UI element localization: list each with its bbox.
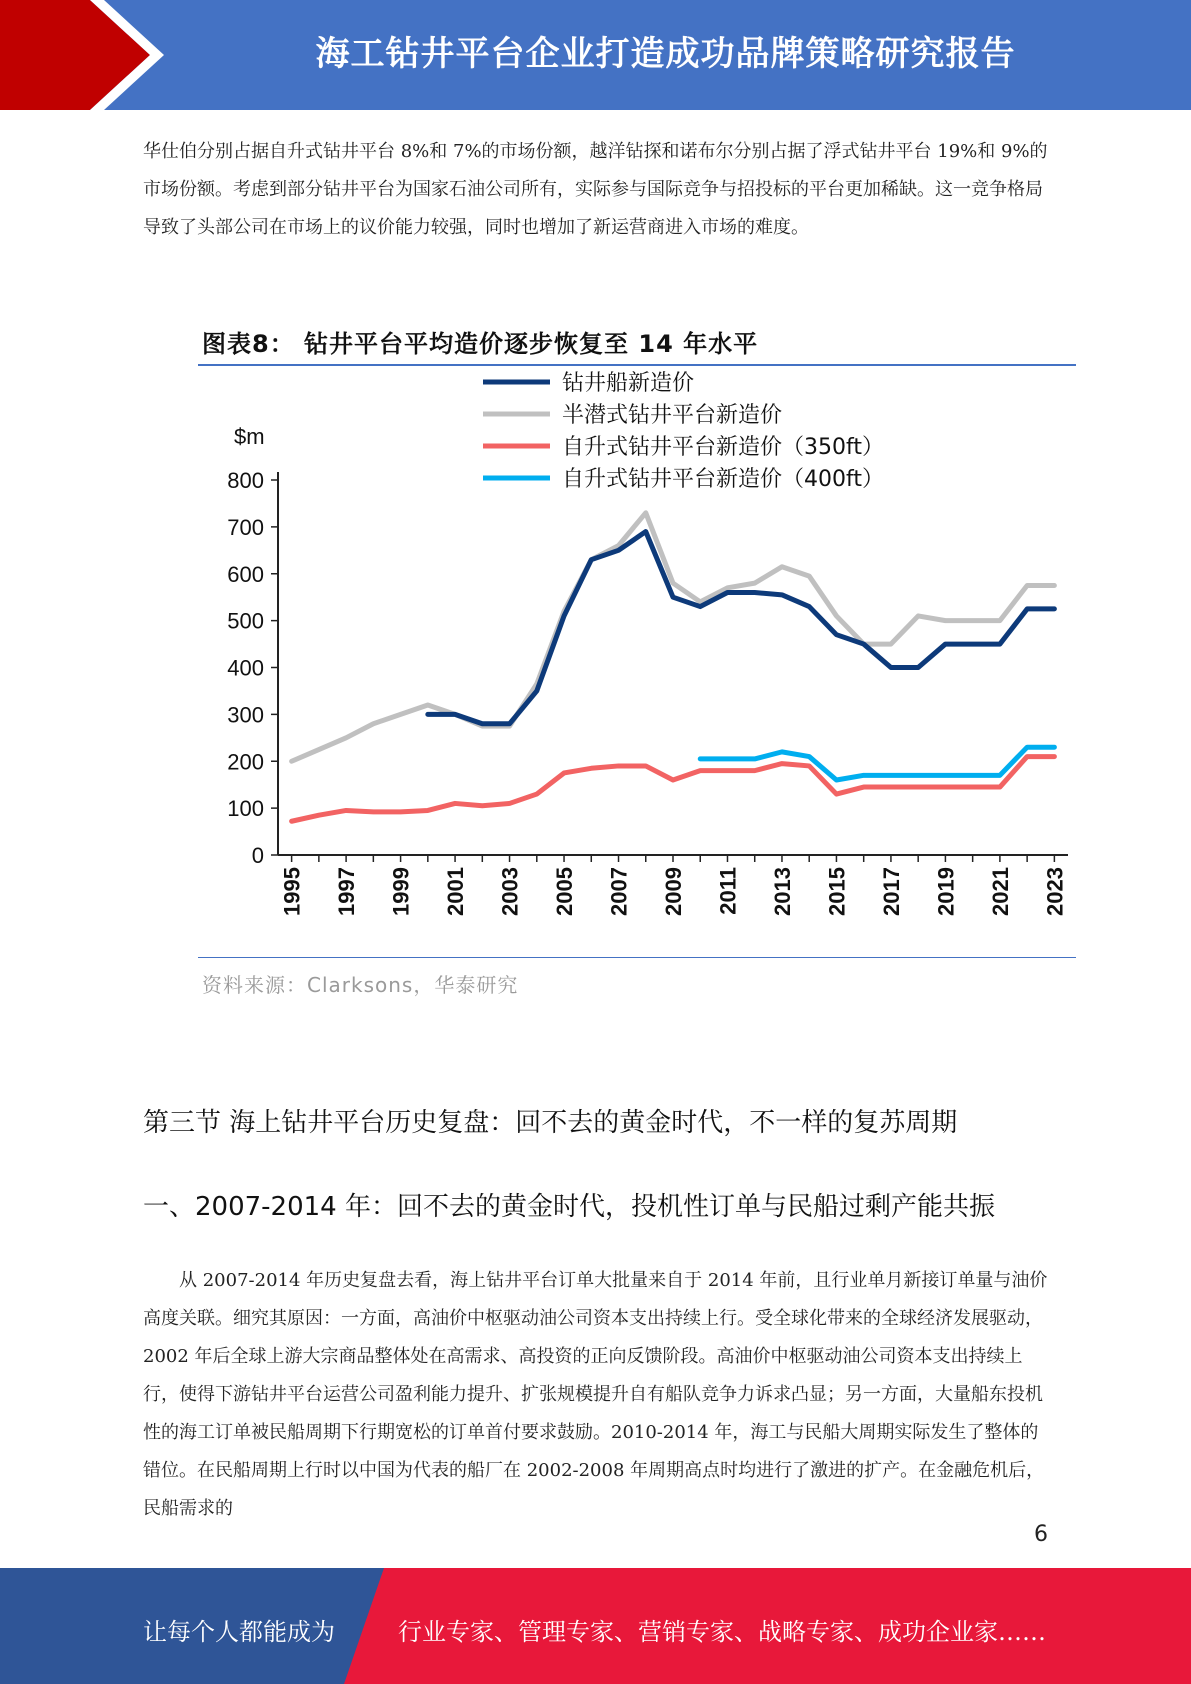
- legend-label: 自升式钻井平台新造价（350ft）: [562, 435, 884, 460]
- series-line: [292, 513, 1055, 761]
- history-paragraph: 从 2007-2014 年历史复盘去看，海上钻井平台订单大批量来自于 2014 年前，且行业单月新接订单量与油价高度关联。细究其原因：一方面，高油价中枢驱动油公司资本支出持续上行。受全球化带来的全球经济发展驱动，2002 年后全球上游大宗商品整体处在高需求、高投资的正向反馈阶段。高油价中枢驱动油公司资本支出持续上行，使得下游钻井平台运营公司盈利能力提升、扩张规模提升自有船队竞争力诉求凸显；另一方面，大量船东投机性的海工订单被民船周期下行期宽松的订单首付要求鼓励。2010-2014 年，海工与民船大周期实际发生了整体的错位。在民船周期上行时以中国为代表的船厂在 2002-2008 年周期高点时均进行了激进的扩产。在金融危机后，民船需求的: [143, 1270, 1048, 1519]
- y-tick-label: 800: [227, 468, 264, 493]
- y-tick-label: 300: [227, 702, 264, 728]
- y-tick-label: 400: [227, 655, 264, 681]
- x-tick-label: 2005: [552, 867, 578, 916]
- x-tick-label: 2009: [661, 867, 686, 916]
- y-tick-label: 100: [227, 796, 264, 822]
- series-line: [428, 532, 1055, 724]
- section-heading: 第三节 海上钻井平台历史复盘：回不去的黄金时代，不一样的复苏周期: [143, 1108, 958, 1138]
- price-chart: [198, 318, 1078, 998]
- x-tick-label: 2013: [769, 867, 795, 916]
- footer-banner: [0, 1568, 1191, 1684]
- y-tick-label: 200: [227, 749, 264, 775]
- x-tick-label: 1997: [334, 867, 360, 916]
- series-line: [292, 757, 1055, 822]
- y-axis-label: $m: [234, 424, 265, 449]
- x-tick-label: 2019: [933, 867, 959, 916]
- series-line: [700, 747, 1054, 780]
- report-title: 海工钻井平台企业打造成功品牌策略研究报告: [315, 34, 1016, 74]
- footer-slogan-left: 让每个人都能成为: [143, 1618, 335, 1646]
- x-tick-label: 1995: [279, 867, 305, 916]
- legend-label: 钻井船新造价: [562, 371, 695, 396]
- y-tick-label: 500: [227, 608, 264, 634]
- chart-canvas: [198, 318, 1078, 958]
- x-tick-label: 2021: [987, 867, 1013, 916]
- y-tick-label: 700: [227, 514, 264, 540]
- y-tick-label: 0: [251, 843, 264, 868]
- chart-source: 资料来源：Clarksons，华泰研究: [202, 973, 519, 997]
- x-tick-label: 2007: [606, 867, 632, 916]
- x-tick-label: 2003: [497, 867, 523, 916]
- chart-title: 图表8： 钻井平台平均造价逐步恢复至 14 年水平: [202, 330, 759, 358]
- y-tick-label: 600: [227, 561, 264, 587]
- x-tick-label: 2001: [443, 867, 469, 916]
- footer-slogan-right: 行业专家、管理专家、营销专家、战略专家、成功企业家……: [398, 1618, 1046, 1646]
- legend-label: 半潜式钻井平台新造价: [562, 403, 783, 428]
- x-tick-label: 2011: [715, 867, 741, 915]
- x-tick-label: 1999: [388, 867, 414, 916]
- x-tick-label: 2017: [878, 867, 904, 916]
- page-number: 6: [1034, 1522, 1048, 1547]
- x-tick-label: 2023: [1042, 867, 1068, 916]
- sub-heading: 一、2007-2014 年：回不去的黄金时代，投机性订单与民船过剩产能共振: [143, 1192, 995, 1222]
- header-banner: [0, 0, 1191, 110]
- legend-label: 自升式钻井平台新造价（400ft）: [562, 467, 884, 492]
- intro-paragraph: 华仕伯分别占据自升式钻井平台 8%和 7%的市场份额，越洋钻探和诺布尔分别占据了浮式钻井平台 19%和 9%的市场份额。考虑到部分钻井平台为国家石油公司所有，实际参与国际竞争与招投标的平台更加稀缺。这一竞争格局导致了头部公司在市场上的议价能力较强，同时也增加了新运营商进入市场的难度。: [143, 141, 1048, 238]
- x-tick-label: 2015: [824, 867, 850, 916]
